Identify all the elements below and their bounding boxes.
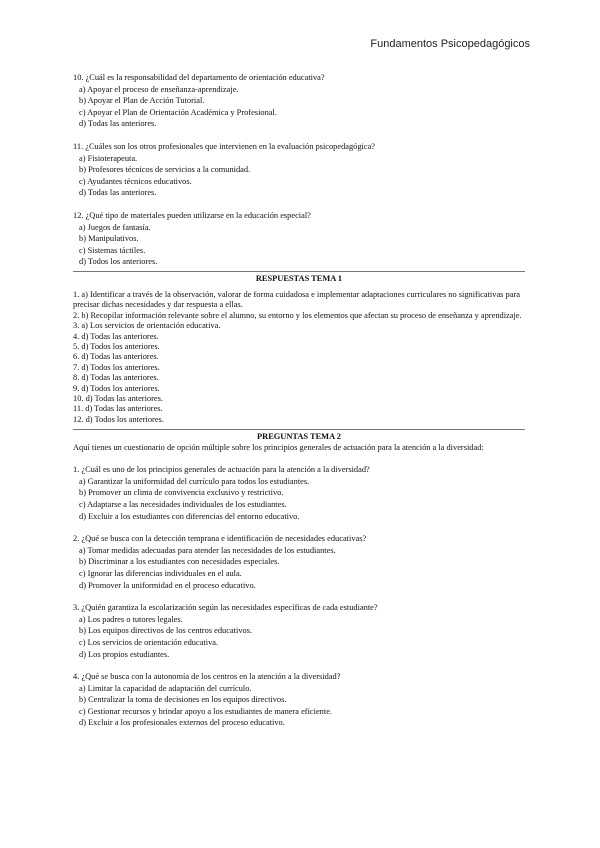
answer-option: a) Tomar medidas adecuadas para atender las necesidades de los estudiantes. <box>79 545 336 555</box>
answer-option: a) Apoyar el proceso de enseñanza-aprendizaje. <box>79 84 239 94</box>
answer-option: b) Promover un clima de convivencia exclusivo y restrictivo. <box>79 488 284 498</box>
answer-option: b) Apoyar el Plan de Acción Tutorial. <box>79 96 205 106</box>
answer-option: d) Todas las anteriores. <box>79 188 157 198</box>
answer-option: b) Manipulativos. <box>79 234 139 244</box>
answer-option: a) Limitar la capacidad de adaptación del currículo. <box>79 683 252 693</box>
answer-item: 3. a) Los servicios de orientación educativa. <box>73 321 221 331</box>
answer-item: 7. d) Todos los anteriores. <box>73 362 160 372</box>
answer-option: d) Promover la uniformidad en el proceso educativo. <box>79 580 256 590</box>
answer-option: a) Garantizar la uniformidad del currículo para todos los estudiantes. <box>79 476 310 486</box>
question-text: 4. ¿Qué se busca con la autonomía de los centros en la atención a la diversidad? <box>73 672 341 682</box>
question-block <box>73 671 525 729</box>
section-divider <box>73 429 525 430</box>
answer-option: b) Centralizar la toma de decisiones en los equipos directivos. <box>79 695 287 705</box>
question-text: 10. ¿Cuál es la responsabilidad del departamento de orientación educativa? <box>73 73 325 82</box>
answer-option: c) Los servicios de orientación educativa. <box>79 637 219 647</box>
answer-option: a) Juegos de fantasía. <box>79 222 151 232</box>
question-text: 1. ¿Cuál es uno de los principios generales de actuación para la atención a la diversidad? <box>73 465 370 475</box>
section-intro: Aquí tienes un cuestionario de opción múltiple sobre los principios generales de actuación para la atención a la diversidad: <box>73 443 484 453</box>
answer-option: c) Sistemas táctiles. <box>79 245 146 255</box>
answer-option: b) Discriminar a los estudiantes con necesidades especiales. <box>79 557 280 567</box>
question-block <box>73 141 525 199</box>
answer-option: d) Todas las anteriores. <box>79 119 157 129</box>
question-block <box>73 602 525 660</box>
question-block <box>73 72 525 130</box>
answer-item: 11. d) Todas las anteriores. <box>73 404 163 414</box>
answer-item: 5. d) Todos los anteriores. <box>73 341 160 351</box>
answer-item: 2. b) Recopilar información relevante sobre el alumno, su entorno y los elementos que afectan su proceso de enseñanza y aprendizaje. <box>73 310 522 320</box>
answer-option: d) Todos los anteriores. <box>79 257 158 267</box>
answer-item: 10. d) Todas las anteriores. <box>73 393 163 403</box>
answer-option: a) Los padres o tutores legales. <box>79 614 183 624</box>
answer-option: b) Los equipos directivos de los centros educativos. <box>79 626 253 636</box>
answer-option: a) Fisioterapeuta. <box>79 153 138 163</box>
answer-option: c) Ayudantes técnicos educativos. <box>79 176 192 186</box>
answer-item: 6. d) Todas las anteriores. <box>73 352 159 362</box>
answer-option: c) Ignorar las diferencias individuales en el aula. <box>79 568 242 578</box>
answer-item: 12. d) Todos los anteriores. <box>73 414 164 424</box>
answer-key <box>73 290 525 425</box>
question-block <box>73 533 525 591</box>
question-text: 11. ¿Cuáles son los otros profesionales que intervienen en la evaluación psicopedagógica? <box>73 141 376 151</box>
section-divider <box>73 271 525 272</box>
answer-option: d) Excluir a los profesionales externos del proceso educativo. <box>79 718 285 728</box>
answer-item: 1. a) Identificar a través de la observación, valorar de forma cuidadosa e implementar adaptaciones curriculares no significativas para precisar dichas necesidades y dar respuesta a ellas. <box>73 289 520 310</box>
document-body <box>73 72 525 729</box>
question-text: 3. ¿Quién garantiza la escolarización según las necesidades específicas de cada estudiante? <box>73 603 378 613</box>
answer-option: d) Excluir a los estudiantes con diferencias del entorno educativo. <box>79 511 300 521</box>
answer-option: c) Gestionar recursos y brindar apoyo a los estudiantes de manera eficiente. <box>79 706 333 716</box>
answer-option: b) Profesores técnicos de servicios a la comunidad. <box>79 165 251 175</box>
question-text: 2. ¿Qué se busca con la detección temprana e identificación de necesidades educativas? <box>73 534 367 544</box>
answer-option: c) Adaptarse a las necesidades individuales de los estudiantes. <box>79 499 287 509</box>
answer-option: d) Los propios estudiantes. <box>79 649 170 659</box>
section-heading-respuestas: RESPUESTAS TEMA 1 <box>255 273 343 283</box>
question-text: 12. ¿Qué tipo de materiales pueden utilizarse en la educación especial? <box>73 210 311 220</box>
answer-item: 8. d) Todas las anteriores. <box>73 373 159 383</box>
document-header-title: Fundamentos Psicopedagógicos <box>370 38 530 50</box>
answer-item: 9. d) Todos los anteriores. <box>73 383 160 393</box>
answer-item: 4. d) Todas las anteriores. <box>73 331 159 341</box>
section-heading-preguntas: PREGUNTAS TEMA 2 <box>257 432 341 442</box>
answer-option: c) Apoyar el Plan de Orientación Académica y Profesional. <box>79 107 277 117</box>
question-block <box>73 210 525 268</box>
question-block <box>73 464 525 522</box>
